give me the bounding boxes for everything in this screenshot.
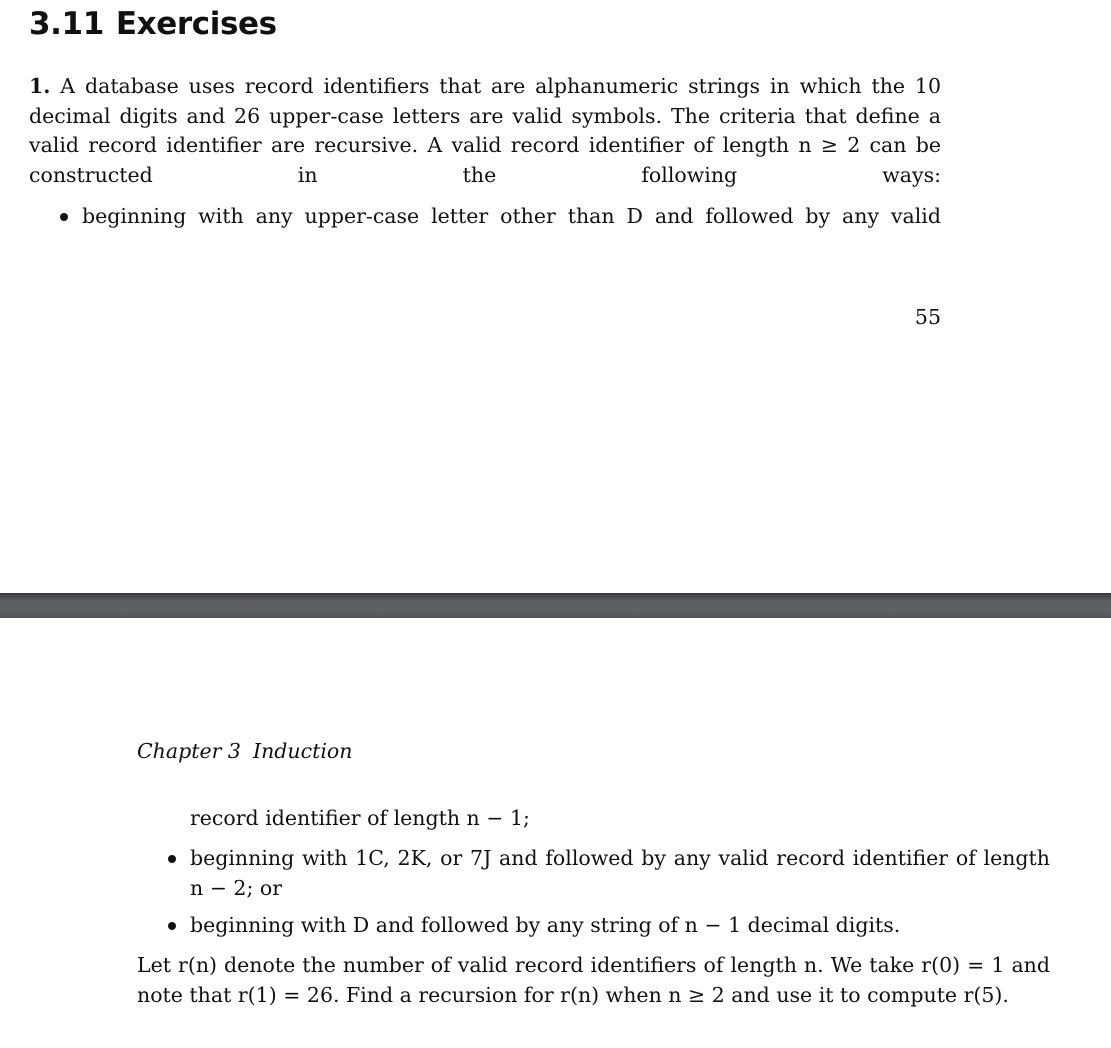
bullet-icon <box>168 855 176 863</box>
page-number: 55 <box>914 305 941 329</box>
section-heading <box>29 6 277 42</box>
running-head <box>137 737 352 767</box>
exercise-1-intro <box>29 72 941 190</box>
bullet-icon <box>168 922 176 930</box>
bullet-icon <box>60 213 68 221</box>
bullet-1-continuation: record identifier of length n − 1; <box>190 806 530 830</box>
running-head-title: Induction <box>252 739 353 763</box>
bullet-1-text: beginning with any upper-case letter other than D and followed by any valid <box>82 204 941 228</box>
exercise-intro-text: A database uses record identifiers that are alphanumeric strings in which the 10 decimal digits and 26 upper-case letters are valid symbols. The criteria that define a valid record identifier are recursive. A valid record identifier of length n ≥ 2 can be constructed in the following ways: <box>29 74 941 187</box>
exercise-closing-text: Let r(n) denote the number of valid record identifiers of length n. We take r(0) = 1 and note that r(1) = 26. Find a recursion for r(n) when n ≥ 2 and use it to compute r(5). <box>137 953 1050 1007</box>
running-head-chapter: Chapter 3 <box>137 739 241 763</box>
page-separator <box>0 593 1111 618</box>
exercise-number: 1. <box>29 74 51 98</box>
page-56 <box>0 618 1111 1048</box>
section-number: 3.11 <box>29 6 104 42</box>
section-title: Exercises <box>115 6 277 42</box>
bullet-2-text: beginning with 1C, 2K, or 7J and followed by any valid record identifier of length n − 2; or <box>190 846 1050 900</box>
bullet-3-text: beginning with D and followed by any string of n − 1 decimal digits. <box>190 913 901 937</box>
